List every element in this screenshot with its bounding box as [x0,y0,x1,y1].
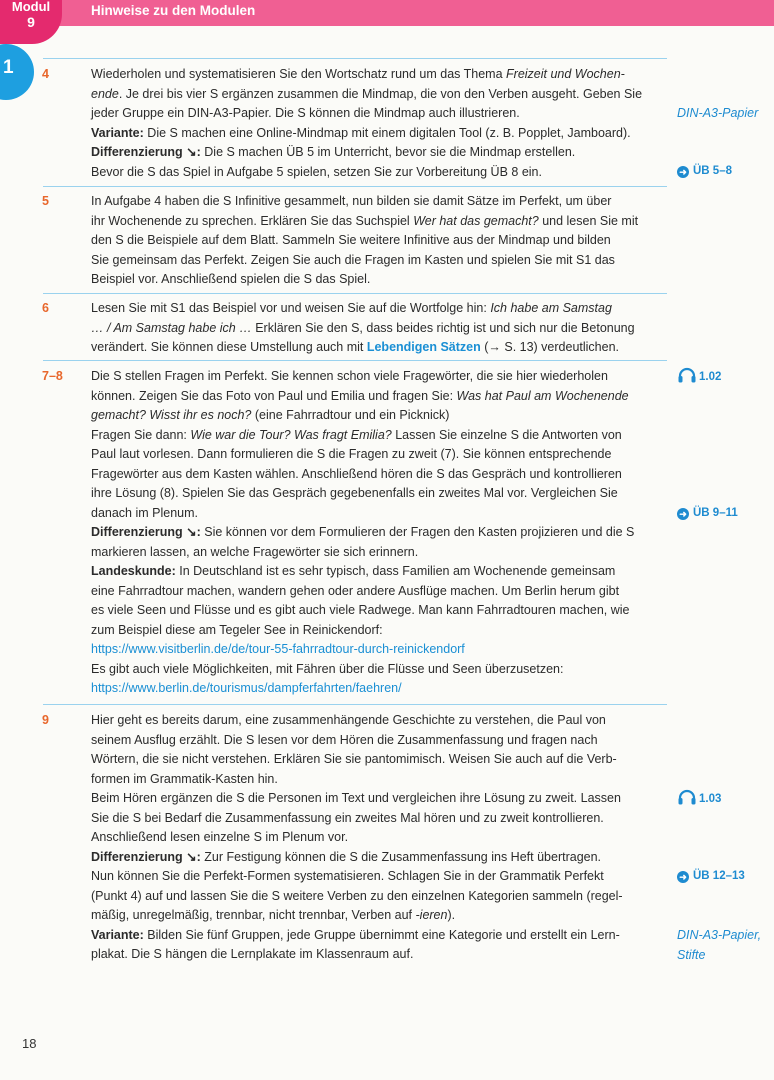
headphones-icon [677,789,697,805]
arrow-circle-icon: ➜ [677,508,689,520]
arrow-circle-icon: ➜ [677,166,689,178]
section-number: 4 [42,67,49,81]
section-number: 9 [42,713,49,727]
arrow-circle-icon: ➜ [677,871,689,883]
section-5-text: In Aufgabe 4 haben die S Infinitive gesammelt, nun bilden sie damit Sätze im Perfekt, um über ihr Wochenende zu sprechen. Erklären Sie das Suchspiel Wer hat das gemacht? und lesen Sie mit den S die Beispiele auf dem Blatt. Sammeln Sie weitere Infinitive aus der Mindmap und bilden Sie gemeinsam das Perfekt. Zeigen Sie auch die Fragen im Kasten und spielen Sie mit S1 das Beispiel vor. Anschließend spielen die S das Spiel. [91,194,639,286]
section-number: 7–8 [42,369,63,383]
headphones-icon [677,367,697,383]
audio-track: 1.02 [677,367,721,388]
modul-tab [0,0,62,44]
section-number: 5 [42,194,49,208]
page-title: Hinweise zu den Modulen [91,3,256,18]
modul-label: Modul [11,0,51,14]
divider [43,58,667,59]
header-bar [0,0,774,26]
divider [43,704,667,705]
divider [43,293,667,294]
section-6-text: Lesen Sie mit S1 das Beispiel vor und weisen Sie auf die Wortfolge hin: Ich habe am Samstag … / Am Samstag habe ich … Erklären Sie den S, dass beides richtig ist und sich nur die Betonung verändert. Sie können diese Umstellung auch mit Lebendigen Sätzen (→ S. 13) verdeutlichen. [91,301,635,354]
link-visitberlin[interactable]: https://www.visitberlin.de/de/tour-55-fahrradtour-durch-reinickendorf [91,642,465,656]
workbook-reference: ➜ ÜB 9–11 [677,504,738,524]
section-4-text: Wiederholen und systematisieren Sie den Wortschatz rund um das Thema Freizeit und Wochen- ende. Je drei bis vier S ergänzen zusammen die Mindmap, die von den Verben ausgeht. Geben Sie jeder Gruppe ein DIN-A3-Papier. Die S können die Mindmap auch illustrieren. Variante: Die S machen eine Online-Mindmap mit einem digitalen Tool (z. B. Popplet, Jamboard). Differenzierung ↘: Die S machen ÜB 5 im Unterricht, bevor sie die Mindmap erstellen. Bevor die S das Spiel in Aufgabe 5 spielen, setzen Sie zur Vorbereitung ÜB 8 ein. [91,67,643,179]
section-number: 6 [42,301,49,315]
workbook-reference: ➜ ÜB 12–13 [677,867,745,887]
audio-track: 1.03 [677,789,721,810]
modul-number: 9 [27,14,35,30]
link-berlin-faehren[interactable]: https://www.berlin.de/tourismus/dampferfahrten/faehren/ [91,681,402,695]
workbook-reference: ➜ ÜB 5–8 [677,162,732,182]
lesson-number: 1 [3,57,14,78]
divider [43,360,667,361]
section-9-text: Hier geht es bereits darum, eine zusammenhängende Geschichte zu verstehen, die Paul von seinem Ausflug erzählt. Die S lesen vor dem Hören die Zusammenfassung und fragen nach Wörtern, die sie nicht verstehen. Erklären Sie sie pantomimisch. Weisen Sie auch auf die Verb- formen im Grammatik-Kasten hin. Beim Hören ergänzen die S die Personen im Text und vergleichen ihre Lösung zu zweit. Lassen Sie die S bei Bedarf die Zusammenfassung ein zweites Mal hören und zu zweit kontrollieren. Anschließend lesen einzelne S im Plenum vor. Differenzierung ↘: Zur Festigung können die S die Zusammenfassung ins Heft übertragen. Nun können Sie die Perfekt-Formen systematisieren. Schlagen Sie in der Grammatik Perfekt (Punkt 4) auf und lassen Sie die S weitere Verben zu den einzelnen Kategorien sammeln (regel- mäßig, unregelmäßig, trennbar, nicht trennbar, Verben auf -ieren). Variante: Bilden Sie fünf Gruppen, jede Gruppe übernimmt eine Kategorie und erstellt ein Lern- plakat. Die S hängen die Lernplakate im Klassenraum auf. [91,713,623,961]
page-number: 18 [22,1036,37,1051]
material-note: DIN-A3-Papier, Stifte [677,928,762,962]
divider [43,186,667,187]
material-note: DIN-A3-Papier [677,106,759,120]
lesson-badge [0,44,34,100]
section-7-8-text: Die S stellen Fragen im Perfekt. Sie kennen schon viele Fragewörter, die sie hier wiederholen können. Zeigen Sie das Foto von Paul und Emilia und fragen Sie: Was hat Paul am Wochenende gemacht? Wisst ihr es noch? (eine Fahrradtour und ein Picknick) Fragen Sie dann: Wie war die Tour? Was fragt Emilia? Lassen Sie einzelne S die Antworten von Paul laut vorlesen. Dann formulieren die S die Fragen zu zweit (7). Sie können entsprechende Fragewörter aus dem Kasten wählen. Anschließend hören die S das Gespräch und kontrollieren ihre Lösung (8). Spielen Sie das Gespräch gegebenenfalls ein zweites Mal vor. Vergleichen Sie danach im Plenum. Differenzierung ↘: Sie können vor dem Formulieren der Fragen den Kasten projizieren und die S markieren lassen, an welche Fragewörter sie sich erinnern. Landeskunde: In Deutschland ist es sehr typisch, dass Familien am Wochenende gemeinsam eine Fahrradtour machen, wandern gehen oder andere Ausflüge machen. Um Berlin herum gibt es viele Seen und Flüsse und es gibt auch viele Radwege. Man kann Fahrradtouren machen, wie zum Beispiel diese am Tegeler See in Reinickendorf: https://www.visitberlin.de/de/tour-55-fahrradtour-durch-reinickendorf Es gibt auch viele Möglichkeiten, mit Fähren über die Flüsse und Seen überzusetzen: https://www.berlin.de/tourismus/dampferfahrten/faehren/ [91,367,665,699]
